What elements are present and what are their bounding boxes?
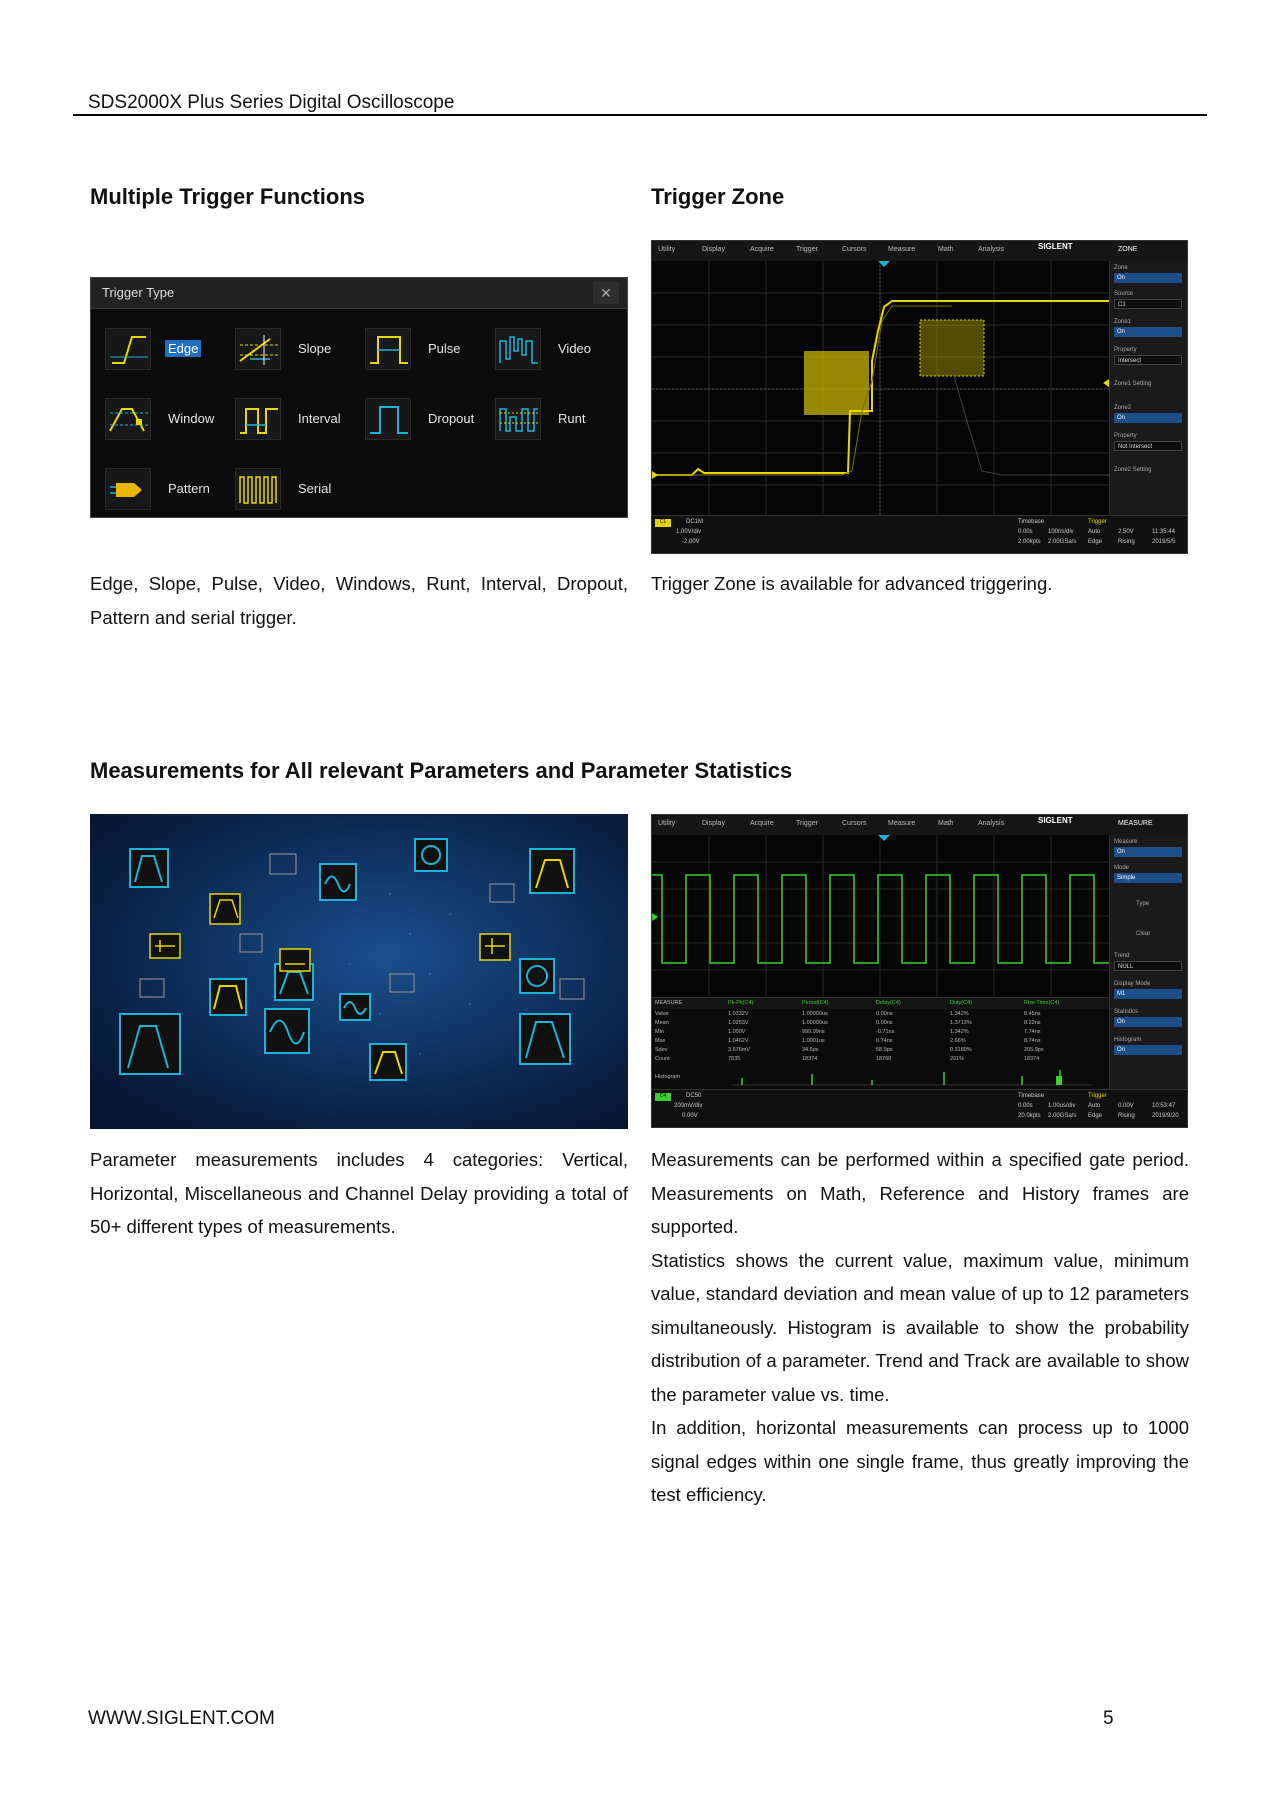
delay-text: 0.00s — [1018, 1103, 1033, 1109]
table-cell: 1.00000us — [802, 1020, 828, 1026]
trigger-zone-title: Trigger Zone — [651, 184, 785, 209]
trigger-type-dropout[interactable] — [365, 398, 495, 442]
clock-time: 10:53:47 — [1152, 1103, 1176, 1109]
timebase-label: Timebase — [1018, 519, 1045, 525]
trigger-functions-caption: Edge, Slope, Pulse, Video, Windows, Runt, Interval, Dropout, Pattern and serial trigger. — [90, 573, 628, 628]
trigger-type-interval[interactable] — [235, 398, 365, 442]
page-number: 5 — [1103, 1708, 1114, 1729]
menu-utility[interactable]: Utility — [658, 820, 676, 827]
trigger-zone-screenshot — [651, 240, 1188, 554]
dropout-trigger-icon — [365, 398, 411, 440]
menu-measure[interactable]: Measure — [888, 820, 916, 827]
zone2-toggle[interactable]: On — [1114, 413, 1182, 423]
table-cell: Mean — [655, 1020, 669, 1026]
table-cell: 0.74ns — [876, 1038, 893, 1044]
table-header-cell: Duty(C4) — [950, 1000, 973, 1006]
trigger-type-text: Edge — [1088, 1113, 1103, 1119]
trigger-type-pattern[interactable] — [105, 468, 235, 512]
volts-div-text: 1.00V/div — [676, 529, 702, 535]
table-cell: 0.00ns — [876, 1020, 893, 1026]
zone1-label: Zone1 — [1114, 319, 1132, 325]
statistics-paragraph: Statistics shows the current value, maximum value, minimum value, standard deviation and mean value of up to 12 parameters simultaneously. Histogram is available to show the probability distribution of a parameter. Trend and Track are available to show the parameter value vs. time. — [651, 1249, 1189, 1405]
table-cell: 1.0332V — [728, 1011, 749, 1017]
zone2-label: Zone2 — [1114, 405, 1132, 411]
table-cell: 205.9ps — [1024, 1047, 1044, 1053]
table-cell: 34.6ps — [802, 1047, 819, 1053]
table-cell: Count — [655, 1056, 670, 1062]
zone1-property-label: Property — [1114, 347, 1137, 353]
trigger-type-slope[interactable] — [235, 328, 365, 372]
table-header — [652, 998, 1109, 1009]
trigger-type-label: Pattern — [168, 481, 210, 496]
clock-date: 2019/9/20 — [1152, 1113, 1179, 1119]
trigger-type-label: Runt — [558, 411, 586, 426]
measure-settings-panel — [1109, 835, 1188, 1089]
scope-status-bar — [652, 1089, 1187, 1128]
sample-rate-text: 2.00GSa/s — [1048, 1113, 1077, 1119]
time-div-text: 100ns/div — [1048, 529, 1074, 535]
trigger-type-label: Edge — [165, 340, 201, 357]
zone1-property-select[interactable]: Intersect — [1114, 355, 1182, 365]
scope-menu-bar — [652, 241, 1187, 262]
sample-rate-text: 2.00GSa/s — [1048, 539, 1077, 545]
table-cell: Sdev — [655, 1047, 668, 1053]
trigger-type-serial[interactable] — [235, 468, 365, 512]
time-div-text: 1.00us/div — [1048, 1103, 1076, 1109]
trigger-type-dialog — [90, 277, 628, 518]
measurement-table — [652, 997, 1109, 1090]
channel-badge[interactable]: C1 — [655, 519, 671, 527]
trigger-label: Trigger — [1088, 519, 1107, 525]
header-rule — [73, 114, 1207, 116]
video-trigger-icon — [495, 328, 541, 370]
edges-paragraph: In addition, horizontal measurements can process up to 1000 signal edges within one single frame, thus greatly improving the test efficiency. — [651, 1417, 1189, 1505]
table-cell: 0.3189% — [950, 1047, 972, 1053]
trend-select[interactable]: NULL — [1114, 961, 1182, 971]
table-cell: Max — [655, 1038, 666, 1044]
trigger-type-edge[interactable] — [105, 328, 235, 372]
mode-label: Mode — [1114, 865, 1130, 871]
histogram-toggle[interactable]: On — [1114, 1045, 1182, 1055]
table-cell: 1.0001us — [802, 1038, 825, 1044]
trigger-mode-text: Auto — [1088, 1103, 1101, 1109]
table-cell: 58.9ps — [876, 1047, 893, 1053]
histogram-label: Histogram — [655, 1074, 681, 1080]
table-cell: 1.0253V — [728, 1020, 749, 1026]
table-cell: 18374 — [1024, 1056, 1040, 1062]
table-cell: 18768 — [876, 1056, 892, 1062]
clock-time: 11:35:44 — [1152, 529, 1175, 535]
interval-trigger-icon — [235, 398, 281, 440]
trend-label: Trend — [1114, 953, 1130, 959]
menu-trigger[interactable]: Trigger — [796, 246, 818, 253]
trigger-level-text: 2.50V — [1118, 529, 1134, 535]
square-wave-waveform — [652, 835, 1109, 997]
histogram-bars — [722, 1066, 1102, 1086]
table-cell: 7835 — [728, 1056, 741, 1062]
footer-website[interactable]: WWW.SIGLENT.COM — [88, 1708, 275, 1729]
table-cell: 7.74ns — [1024, 1029, 1041, 1035]
panel-title: ZONE — [1118, 246, 1138, 253]
points-text: 20.0kpts — [1018, 1113, 1041, 1119]
table-header-cell: MEASURE — [655, 1000, 683, 1006]
trigger-zone-waveform — [652, 261, 1109, 515]
menu-analysis[interactable]: Analysis — [978, 820, 1005, 827]
table-cell: 999.99ns — [802, 1029, 825, 1035]
timebase-label: Timebase — [1018, 1093, 1045, 1099]
table-cell: 1.0462V — [728, 1038, 749, 1044]
table-cell: 0.00ns — [876, 1011, 893, 1017]
display-mode-toggle[interactable]: M1 — [1114, 989, 1182, 999]
menu-measure[interactable]: Measure — [888, 246, 916, 253]
zone1-setting-button[interactable]: Zone1 Setting — [1114, 381, 1152, 387]
table-cell: 1.3713% — [950, 1020, 972, 1026]
scope-status-bar — [652, 515, 1187, 554]
source-label: Source — [1114, 291, 1134, 297]
trigger-slope-text: Rising — [1118, 1113, 1135, 1119]
measurements-title: Measurements for All relevant Parameters and Parameter Statistics — [90, 758, 793, 783]
zone-toggle[interactable]: On — [1114, 273, 1182, 283]
table-cell: 1.00000us — [802, 1011, 828, 1017]
trigger-type-label: Serial — [298, 481, 332, 496]
measure-toggle[interactable]: On — [1114, 847, 1182, 857]
zone2-property-select[interactable]: Not Intersect — [1114, 441, 1182, 451]
menu-trigger[interactable]: Trigger — [796, 820, 818, 827]
coupling-text: DC50 — [686, 1093, 702, 1099]
measurement-icons-artwork — [90, 814, 628, 1129]
offset-text: -2.00V — [682, 539, 700, 545]
scope-menu-bar — [652, 815, 1187, 836]
close-icon[interactable]: ✕ — [593, 282, 619, 304]
trigger-type-label: Slope — [298, 341, 332, 356]
measurement-features-caption — [651, 1143, 1189, 1512]
siglent-logo: SIGLENT — [1038, 816, 1073, 825]
siglent-logo: SIGLENT — [1038, 242, 1073, 251]
statistics-toggle[interactable]: On — [1114, 1017, 1182, 1027]
table-cell: 18374 — [802, 1056, 818, 1062]
measurement-categories-caption: Parameter measurements includes 4 categories: Vertical, Horizontal, Miscellaneous and Channel Delay providing a total of 50+ different types of measurements. — [90, 1149, 628, 1237]
table-cell: 8.74ns — [1024, 1038, 1041, 1044]
zone2-property-label: Property — [1114, 433, 1137, 439]
trigger-type-window[interactable] — [105, 398, 235, 442]
histogram-setting-label: Histogram — [1114, 1037, 1142, 1043]
measure-label: Measure — [1114, 839, 1138, 845]
serial-trigger-icon — [235, 468, 281, 510]
table-cell: 2.66% — [950, 1038, 966, 1044]
menu-utility[interactable]: Utility — [658, 246, 676, 253]
type-button[interactable]: Type — [1136, 901, 1150, 907]
table-cell: 201% — [950, 1056, 965, 1062]
menu-math[interactable]: Math — [938, 820, 954, 827]
trigger-type-title: Trigger Type — [102, 285, 175, 300]
channel-badge[interactable]: C4 — [655, 1093, 671, 1101]
zone1-toggle[interactable]: On — [1114, 327, 1182, 337]
pulse-trigger-icon — [365, 328, 411, 370]
gate-period-paragraph: Measurements can be performed within a specified gate period. Measurements on Math, Reference and History frames are supported. — [651, 1149, 1189, 1237]
statistics-label: Statistics — [1114, 1009, 1139, 1015]
menu-acquire[interactable]: Acquire — [750, 820, 774, 827]
zone-label: Zone — [1114, 265, 1128, 271]
table-cell: 1.342% — [950, 1011, 969, 1017]
table-cell: -0.71ns — [876, 1029, 895, 1035]
trigger-label: Trigger — [1088, 1093, 1107, 1099]
trigger-mode-text: Auto — [1088, 529, 1101, 535]
clear-button[interactable]: Clear — [1136, 931, 1151, 937]
window-trigger-icon — [105, 398, 151, 440]
pattern-trigger-icon — [105, 468, 151, 510]
table-row — [652, 1054, 1109, 1065]
zone2-setting-button[interactable]: Zone2 Setting — [1114, 467, 1152, 473]
source-select[interactable]: C1 — [1114, 299, 1182, 309]
menu-cursors[interactable]: Cursors — [842, 246, 867, 253]
menu-acquire[interactable]: Acquire — [750, 246, 774, 253]
zone-settings-panel — [1109, 261, 1188, 515]
table-header-cell: Delay(C4) — [876, 1000, 901, 1006]
display-mode-label: Display Mode — [1114, 981, 1151, 987]
trigger-slope-text: Rising — [1118, 539, 1135, 545]
trigger-zone-caption: Trigger Zone is available for advanced triggering. — [651, 573, 1053, 594]
table-cell: Min — [655, 1029, 664, 1035]
table-cell: 8.22ns — [1024, 1020, 1041, 1026]
points-text: 2.00kpts — [1018, 539, 1041, 545]
trigger-type-label: Dropout — [428, 411, 475, 426]
trigger-type-video[interactable] — [495, 328, 625, 372]
document-header-title: SDS2000X Plus Series Digital Oscilloscope — [88, 92, 455, 113]
table-cell: 8.45ns — [1024, 1011, 1041, 1017]
table-cell: 1.000V — [728, 1029, 746, 1035]
volts-div-text: 200mV/div — [674, 1103, 703, 1109]
menu-analysis[interactable]: Analysis — [978, 246, 1005, 253]
offset-text: 0.00V — [682, 1113, 698, 1119]
trigger-type-label: Pulse — [428, 341, 461, 356]
trigger-type-label: Video — [558, 341, 592, 356]
measurement-screenshot — [651, 814, 1188, 1128]
trigger-type-runt[interactable] — [495, 398, 625, 442]
clock-date: 2019/5/5 — [1152, 539, 1176, 545]
trigger-type-label: Window — [168, 411, 215, 426]
trigger-type-label: Interval — [298, 411, 341, 426]
table-header-cell: Rise Time(C4) — [1024, 1000, 1060, 1006]
menu-cursors[interactable]: Cursors — [842, 820, 867, 827]
table-header-cell: Pk-Pk(C4) — [728, 1000, 754, 1006]
table-cell: Value — [655, 1011, 669, 1017]
table-header-cell: Period(C4) — [802, 1000, 829, 1006]
trigger-type-header — [91, 278, 627, 309]
menu-math[interactable]: Math — [938, 246, 954, 253]
trigger-type-text: Edge — [1088, 539, 1103, 545]
menu-display[interactable]: Display — [702, 246, 725, 253]
slope-trigger-icon — [235, 328, 281, 370]
panel-title: MEASURE — [1118, 820, 1153, 827]
menu-display[interactable]: Display — [702, 820, 725, 827]
edge-trigger-icon — [105, 328, 151, 370]
trigger-type-pulse[interactable] — [365, 328, 495, 372]
table-cell: 3.676mV — [728, 1047, 751, 1053]
coupling-text: DC1M — [686, 519, 704, 525]
delay-text: 0.00s — [1018, 529, 1033, 535]
runt-trigger-icon — [495, 398, 541, 440]
mode-toggle[interactable]: Simple — [1114, 873, 1182, 883]
trigger-level-text: 0.00V — [1118, 1103, 1134, 1109]
table-cell: 1.342% — [950, 1029, 969, 1035]
trigger-functions-title: Multiple Trigger Functions — [90, 184, 365, 209]
